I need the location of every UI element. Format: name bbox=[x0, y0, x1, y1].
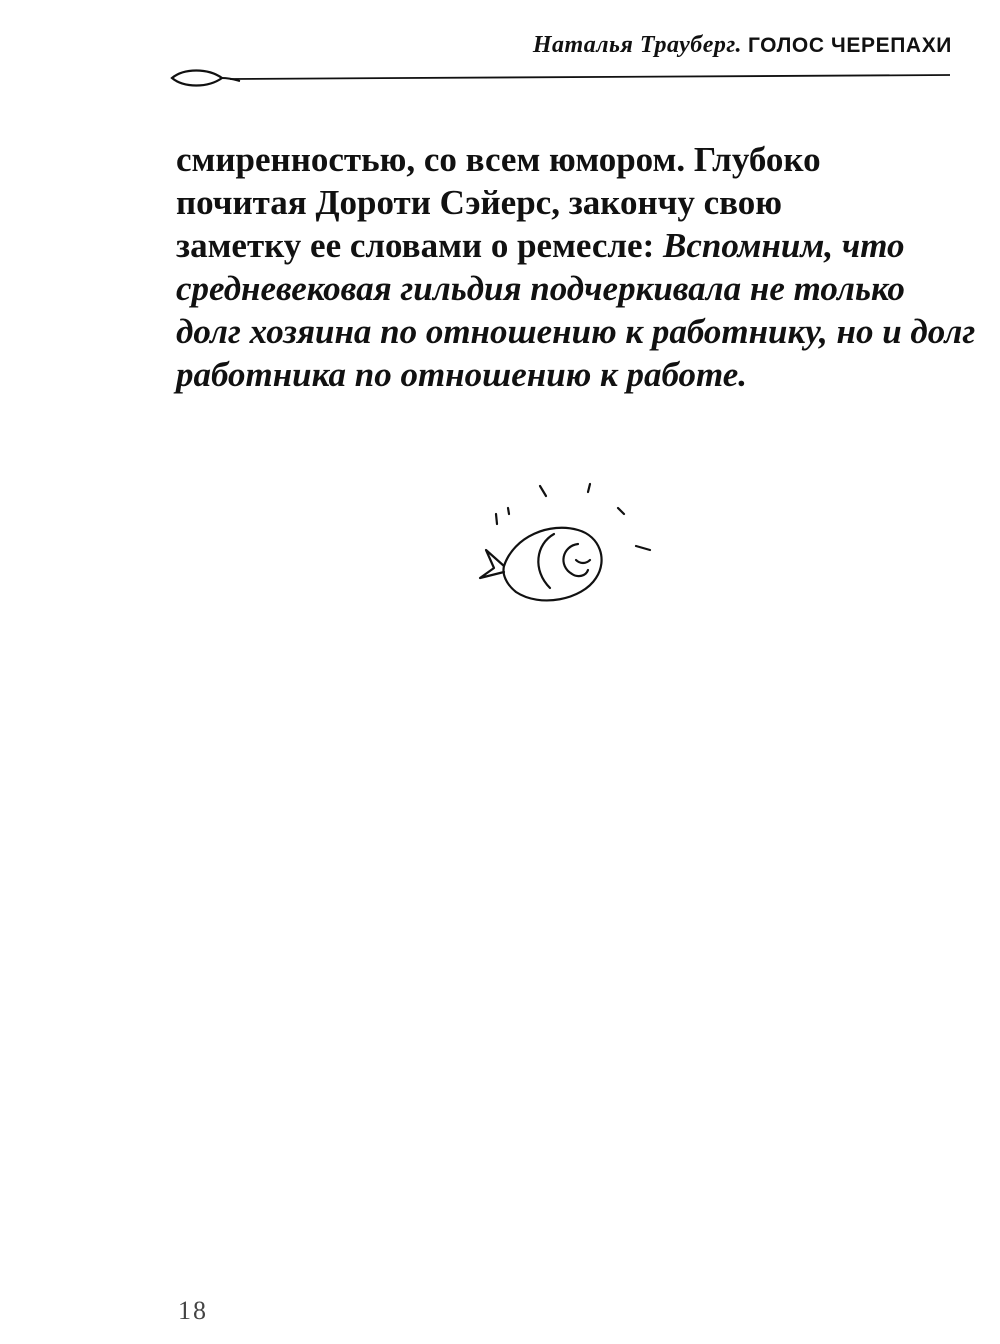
text-line-quote: работника по отношению к работе. bbox=[176, 355, 748, 394]
text-line bbox=[176, 353, 966, 396]
text-line-plain: смиренностью, со всем юмором. Глубоко bbox=[176, 140, 821, 179]
running-head bbox=[533, 30, 952, 61]
text-line bbox=[176, 224, 966, 267]
header-rule bbox=[170, 66, 960, 92]
text-line-plain: заметку ее словами о ремесле: bbox=[176, 226, 663, 265]
running-head-author: Наталья Трауберг. bbox=[532, 32, 742, 58]
fish-sketch-icon bbox=[474, 474, 664, 624]
page-number: 18 bbox=[178, 1296, 208, 1325]
text-line bbox=[176, 267, 966, 310]
text-line-plain: почитая Дороти Сэйерс, закончу свою bbox=[176, 183, 783, 222]
body-text bbox=[176, 138, 976, 396]
text-line-quote: Вспомним, что bbox=[663, 226, 905, 265]
running-head-title: ГОЛОС ЧЕРЕПАХИ bbox=[747, 34, 952, 57]
text-line bbox=[176, 138, 966, 181]
text-line bbox=[176, 181, 966, 224]
text-line bbox=[176, 310, 976, 353]
text-line-quote: долг хозяина по отношению к работнику, но и долг bbox=[176, 312, 976, 351]
text-line-quote: средневековая гильдия подчеркивала не только bbox=[176, 269, 905, 308]
leaf-ornament-icon bbox=[172, 71, 222, 86]
